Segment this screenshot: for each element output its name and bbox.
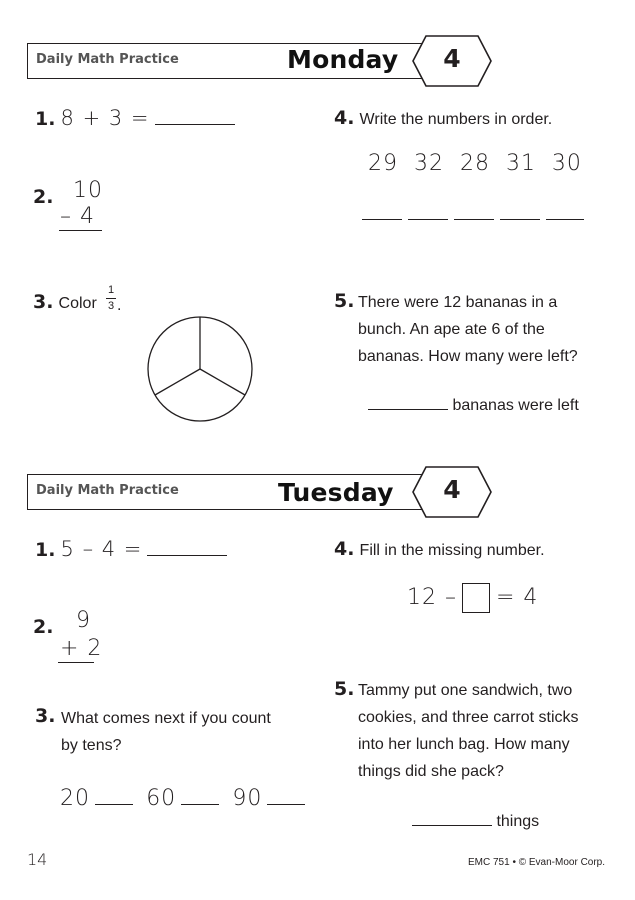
monday-q5-number: 5.: [334, 290, 355, 312]
q-text-line: into her lunch bag. How many: [358, 736, 570, 753]
fraction-numerator: 1: [107, 284, 115, 296]
tuesday-label: Daily Math Practice: [36, 483, 179, 498]
q-text-period: .: [117, 297, 122, 314]
fraction-denominator: 3: [107, 300, 115, 312]
q-number: 1.: [35, 108, 56, 130]
q-number: 4.: [334, 538, 355, 560]
tuesday-week-number: 4: [443, 475, 461, 504]
sequence-number: 90: [232, 786, 263, 811]
numbers-to-order: 29 32 28 31 30: [368, 151, 582, 176]
q-text: Color: [58, 295, 97, 312]
count-sequence: [60, 786, 305, 811]
tuesday-q3-number: 3.: [35, 705, 56, 727]
q-number: 4.: [334, 107, 355, 129]
q2-bottom-number: + 2: [60, 636, 103, 661]
q-expression: 8 + 3 =: [60, 106, 150, 130]
tuesday-q1: [35, 537, 227, 561]
sequence-number: 20: [60, 786, 90, 811]
q-expression: 5 – 4 =: [60, 537, 143, 561]
answer-suffix: things: [496, 813, 540, 830]
q-number: 2.: [33, 186, 54, 208]
sequence-blank[interactable]: [95, 803, 133, 805]
tuesday-q5-text: [358, 677, 579, 785]
tuesday-q4: [334, 537, 545, 564]
order-blank[interactable]: [362, 219, 402, 220]
monday-q4: [334, 106, 552, 133]
monday-q5-text: [358, 289, 578, 370]
monday-day-title: Monday: [287, 45, 399, 74]
answer-suffix: bananas were left: [452, 397, 579, 414]
sequence-blank[interactable]: [267, 803, 305, 805]
tuesday-q5-answer: [412, 808, 539, 835]
tuesday-q3-text: [61, 705, 271, 759]
q-text-line: There were 12 bananas in a: [358, 294, 558, 311]
q-number: 3.: [33, 291, 54, 313]
equation-left: 12 –: [407, 585, 457, 610]
q2-bottom-number: – 4: [60, 204, 95, 229]
answer-blank[interactable]: [412, 824, 492, 826]
circle-thirds-icon[interactable]: [145, 314, 255, 424]
copyright-text: EMC 751 • © Evan-Moor Corp.: [468, 857, 606, 868]
answer-blank[interactable]: [155, 123, 235, 125]
monday-label: Daily Math Practice: [36, 52, 179, 67]
q2-top-number: 10: [73, 178, 103, 203]
monday-q3: [33, 290, 97, 317]
tuesday-q5-number: 5.: [334, 678, 355, 700]
sequence-number: 60: [146, 786, 177, 811]
order-blank[interactable]: [408, 219, 448, 220]
equation-right: = 4: [496, 585, 539, 610]
monday-q2-rule: [59, 230, 102, 231]
sequence-blank[interactable]: [181, 803, 219, 805]
q-text: Write the numbers in order.: [359, 111, 553, 128]
fraction-bar: [106, 298, 116, 299]
q-text-line: things did she pack?: [358, 763, 504, 780]
order-blank[interactable]: [546, 219, 584, 220]
q-text-line: Tammy put one sandwich, two: [358, 682, 573, 699]
missing-number-box[interactable]: [462, 583, 490, 613]
tuesday-q2-rule: [58, 662, 94, 663]
q-text: Fill in the missing number.: [359, 542, 545, 559]
monday-week-number: 4: [443, 44, 461, 73]
q-text-line: cookies, and three carrot sticks: [358, 709, 579, 726]
monday-q1: [35, 106, 235, 130]
q-number: 2.: [33, 616, 54, 638]
q-text-line: bunch. An ape ate 6 of the: [358, 321, 545, 338]
q2-top-number: 9: [76, 608, 91, 633]
tuesday-day-title: Tuesday: [278, 478, 394, 507]
page-number: 14: [27, 850, 48, 869]
order-blank[interactable]: [454, 219, 494, 220]
q-number: 1.: [35, 539, 56, 561]
answer-blank[interactable]: [147, 554, 227, 556]
q-text-line: by tens?: [61, 737, 122, 754]
q-text-line: What comes next if you count: [61, 710, 271, 727]
q-text-line: bananas. How many were left?: [358, 348, 578, 365]
monday-q5-answer: [368, 392, 579, 419]
order-blank[interactable]: [500, 219, 540, 220]
answer-blank[interactable]: [368, 408, 448, 410]
